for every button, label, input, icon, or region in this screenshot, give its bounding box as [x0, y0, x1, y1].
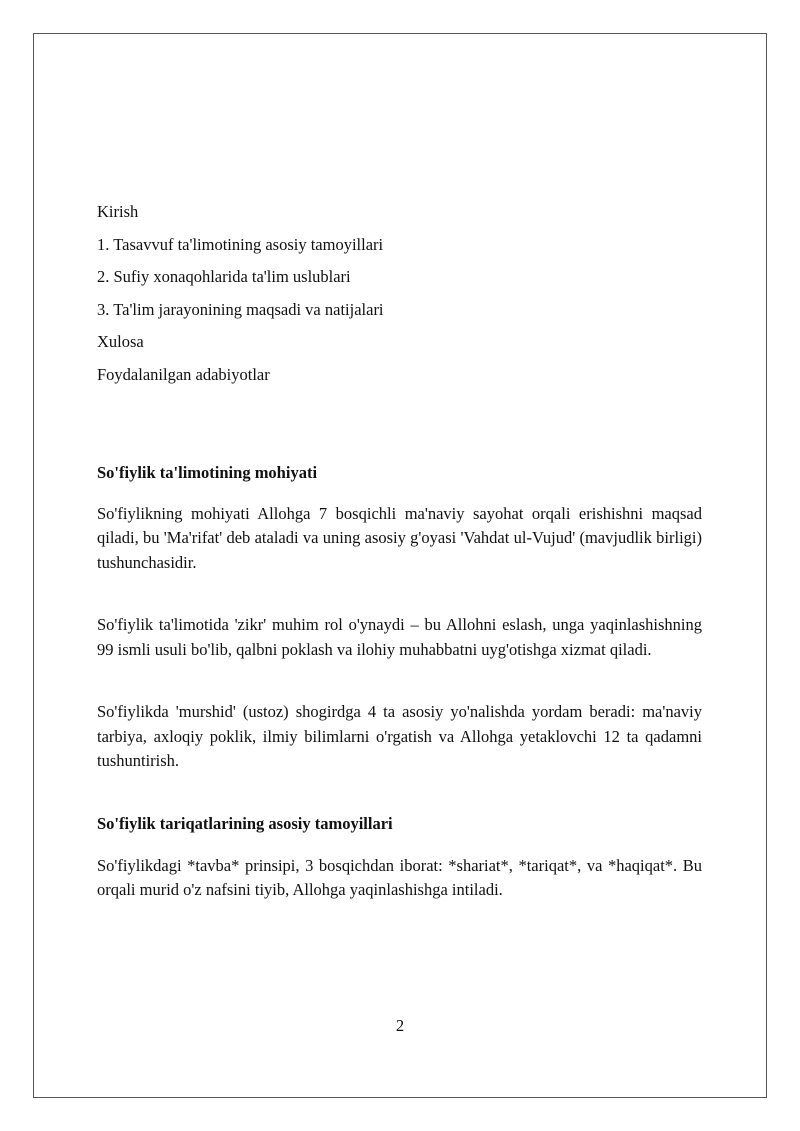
toc-item-1: 1. Tasavvuf ta'limotining asosiy tamoyillari: [97, 234, 384, 254]
toc-item-intro: Kirish: [97, 202, 139, 221]
paragraph: So'fiylikda 'murshid' (ustoz) shogirdga 4 ta asosiy yo'nalishda yordam beradi: ma'naviy tarbiya, axloqiy poklik, ilmiy bilimlarni o'rgatish va Allohga yetaklovchi 12 ta qadamni tushuntirish.: [97, 702, 702, 770]
paragraph: So'fiylik ta'limotida 'zikr' muhim rol o'ynaydi – bu Allohni eslash, unga yaqinlashishning 99 ismli usuli bo'lib, qalbni poklash va ilohiy muhabbatni uyg'otishga xizmat qiladi.: [97, 615, 702, 659]
section-heading-essence: So'fiylik ta'limotining mohiyati: [97, 462, 318, 482]
paragraph: So'fiylikdagi *tavba* prinsipi, 3 bosqichdan iborat: *shariat*, *tariqat*, va *haqiqat*. Bu orqali murid o'z nafsini tiyib, Allohga yaqinlashishga intiladi.: [97, 855, 702, 899]
toc-item-references: Foydalanilgan adabiyotlar: [97, 364, 270, 384]
paragraph: So'fiylikning mohiyati Allohga 7 bosqichli ma'naviy sayohat orqali erishishni maqsad qiladi, bu 'Ma'rifat' deb ataladi va uning asosiy g'oyasi 'Vahdat ul-Vujud' (mavjudlik birligi) tushunchasidir.: [97, 503, 702, 572]
document-body: [97, 200, 702, 903]
page-number: 2: [395, 1016, 405, 1035]
toc-item-conclusion: Xulosa: [97, 332, 144, 351]
toc-item-2: 2. Sufiy xonaqohlarida ta'lim uslublari: [97, 267, 351, 286]
section-heading-principles: So'fiylik tariqatlarining asosiy tamoyillari: [97, 813, 393, 833]
toc-item-3: 3. Ta'lim jarayonining maqsadi va natijalari: [97, 299, 384, 319]
table-of-contents: [97, 200, 702, 387]
